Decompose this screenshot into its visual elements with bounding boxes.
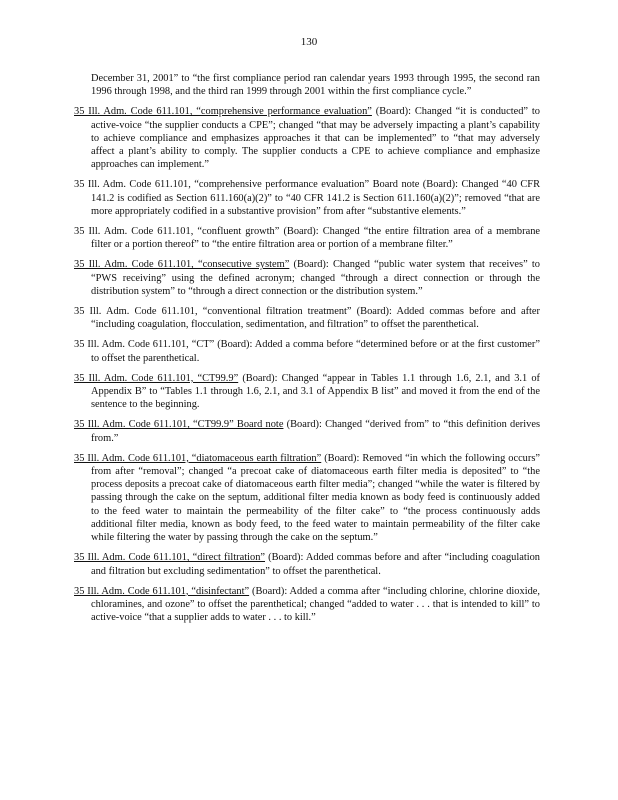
entry-text: December 31, 2001” to “the first compliance period ran calendar years 1993 through 1995, the second ran 1996 through 1998, and the third ran 1999 through 2001 within the first compliance cycle.” bbox=[91, 73, 540, 98]
list-item bbox=[74, 338, 540, 364]
entry-text: 35 Ill. Adm. Code 611.101, “conventional filtration treatment” (Board): Added commas before and after “including coagulation, flocculation, sedimentation, and filtration” to offset the parenthetical. bbox=[74, 306, 540, 331]
code-citation: 35 Ill. Adm. Code 611.101, “comprehensive performance evaluation” bbox=[74, 106, 372, 118]
entry-text: (Board): Changed “appear in Tables 1.1 through 1.6, 2.1, and 3.1 of Appendix B” to “Tables 1.1 through 1.6, 2.1, and 3.1 of Appendix B list” and moved it from the end of the sentence to the beginning. bbox=[91, 372, 540, 411]
code-citation: 35 Ill. Adm. Code 611.101, “CT99.9” Board note bbox=[74, 419, 284, 431]
list-item bbox=[74, 551, 540, 577]
entry-text: (Board): Added commas before and after “including coagulation and filtration but excluding sedimentation” to offset the parenthetical. bbox=[91, 552, 540, 577]
list-item bbox=[74, 225, 540, 251]
list-item bbox=[74, 105, 540, 171]
entry-text: (Board): Changed “public water system that receives” to “PWS receiving” using the defined acronym; changed “through a direct connection or through the distribution system” to “through a direct connection or the distribution system.” bbox=[91, 259, 540, 297]
entry-text: (Board): Changed “it is conducted” to active-voice “the supplier conducts a CPE”; changed “that may be adversely impacting a plant’s capability to achieve compliance and emphasizes approaches it that can be implemented” to “that may adversely affect a plant’s ability to comply. The supplier conducts a CPE to achieve compliance and emphasize approaches can implement.” bbox=[91, 106, 540, 171]
entry-text: (Board): Added a comma after “including chlorine, chlorine dioxide, chloramines, and ozone” to offset the parenthetical; changed “added to water . . . that is intended to kill” to active-voice “that a supplier adds to water . . . to kill.” bbox=[91, 585, 540, 624]
entry-text: 35 Ill. Adm. Code 611.101, “confluent growth” (Board): Changed “the entire filtration area of a membrane filter or a portion thereof” to “the entire filtration area or portion of a membrane filter.” bbox=[74, 226, 540, 251]
code-citation: 35 Ill. Adm. Code 611.101, “diatomaceous earth filtration” bbox=[74, 452, 322, 464]
code-citation: 35 Ill. Adm. Code 611.101, “CT99.9” bbox=[74, 372, 239, 384]
code-citation: 35 Ill. Adm. Code 611.101, “disinfectant” bbox=[74, 585, 250, 597]
list-item bbox=[74, 372, 540, 412]
page-number: 130 bbox=[300, 36, 318, 48]
entry-text: 35 Ill. Adm. Code 611.101, “comprehensive performance evaluation” Board note (Board): Changed “40 CFR 141.2 is codified as Section 611.160(a)(2)” to “40 CFR 141.2 is Section 611.160(a)(2)”; removed “that are more appropriately codified in a substantive provision” from after “substantive elements.” bbox=[74, 179, 540, 217]
entry-text: 35 Ill. Adm. Code 611.101, “CT” (Board): Added a comma before “determined before or at the first customer” to offset the parenthetical. bbox=[74, 339, 540, 364]
list-item bbox=[74, 418, 540, 444]
list-item bbox=[74, 452, 540, 544]
code-citation: 35 Ill. Adm. Code 611.101, “consecutive system” bbox=[74, 259, 290, 271]
list-item bbox=[74, 585, 540, 625]
page-body bbox=[74, 72, 540, 631]
list-item bbox=[74, 305, 540, 331]
list-item bbox=[74, 72, 540, 98]
list-item bbox=[74, 178, 540, 218]
list-item bbox=[74, 258, 540, 298]
entry-text: (Board): Changed “derived from” to “this definition derives from.” bbox=[91, 419, 541, 444]
entry-text: (Board): Removed “in which the following occurs” from after “removal”; changed “a precoat cake of diatomaceous earth filter media is deposited” to “the process deposits a precoat cake of diatomaceous earth filter media”; changed “while the water is filtered by passing through the cake on the septum, additional filter media known as body feed is continuously added to the feed water to maintain the permeability of the filter cake” to “the process continuously adds additional filter media, known as body feed, to the feed water to maintain permeability of the filter cake while filtering the water by passing through the cake on the septum.” bbox=[91, 452, 540, 544]
code-citation: 35 Ill. Adm. Code 611.101, “direct filtration” bbox=[74, 552, 266, 564]
